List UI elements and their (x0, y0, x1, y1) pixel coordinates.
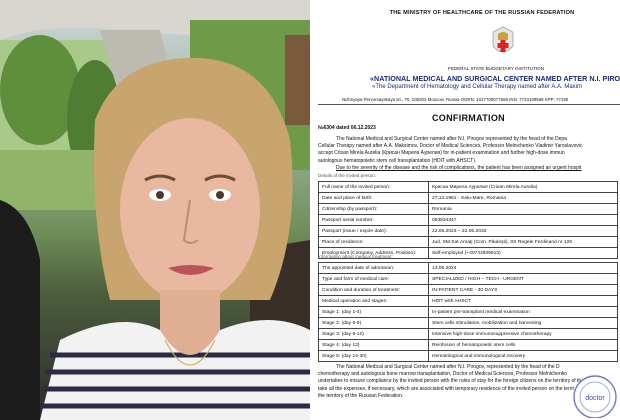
official-stamp (570, 372, 620, 418)
closing-line: The National Medical and Surgical Center named after N.I. Pirogov, represented by the head of the D (336, 364, 560, 370)
row-value: Intensive high-dose immunosuppressive chemotherapy (429, 329, 618, 340)
section-invited-person: Details of the invited person: (318, 173, 376, 178)
row-label: Condition and duration of treatment: (319, 285, 429, 296)
table-row (319, 226, 618, 237)
row-label: Stage 4: (day 13) (319, 340, 429, 351)
header-divider (318, 104, 620, 105)
row-label: Date and place of birth: (319, 193, 429, 204)
table-row (319, 204, 618, 215)
table-row (319, 263, 618, 274)
row-value: 27.12.1981 - Satu-Mare, Romania (429, 193, 618, 204)
ministry-heading: THE MINISTRY OF HEALTHCARE OF THE RUSSIAN FEDERATION (389, 10, 575, 16)
center-name: «NATIONAL MEDICAL AND SURGICAL CENTER NAMED AFTER N.I. PIRO (370, 74, 620, 83)
row-label: Stage 5: (day 14-30) (319, 351, 429, 362)
closing-line: undertakes to ensure compliance by the invited person with the rules of stay for the foreign citizens on the territory of th (318, 378, 582, 385)
intro-line: autologous hematopoietic stem cell transplantation (HDIT with AHSCT). (318, 157, 477, 164)
table-row (319, 340, 618, 351)
closing-line: chemotherapy and autologous bone marrow transplantation, Doctor of Medical Sciences, Professor Melnichenko (318, 371, 568, 378)
table-row (319, 193, 618, 204)
row-label: Type and form of medical care: (319, 274, 429, 285)
row-label: Passport (issue / expire date): (319, 226, 429, 237)
row-label: Stage 1: (day 1-4) (319, 307, 429, 318)
row-label: The appointed date of admission: (319, 263, 429, 274)
row-label: Passport serial number: (319, 215, 429, 226)
closing-line: take all the expenses, if necessary, which are associated with temporary residence of the invited person on the territ (318, 385, 574, 392)
row-value: Self-employed (+40743939913) (429, 248, 618, 259)
document-number: №6304 dated 06.12.2023 (318, 125, 376, 131)
table-row (319, 215, 618, 226)
row-value: 13.05.2024 (429, 263, 618, 274)
section-medical-treatment: Information about medical treatment: (318, 254, 393, 259)
intro-paragraph (318, 136, 618, 172)
row-value: Romania (429, 204, 618, 215)
intro-line: The National Medical and Surgical Center named after N.I. Pirogov represented by the head of the Depa (336, 136, 567, 142)
row-value: 063934347 (429, 215, 618, 226)
row-value: Stem cells stimulation, mobilization and harvesting (429, 318, 618, 329)
row-value: 22.05.2023 – 22.05.2033 (429, 226, 618, 237)
row-value: SPECIALIZED / HIGH – TECH - URGENT (429, 274, 618, 285)
row-label: Medical operation and stages: (319, 296, 429, 307)
center-address: Nizhnyaya Pervomayskaya str., 70, 105203 Moscow, Russia OGRN: 1027700077668 INN: 7733108569 KPP: 77190 (342, 97, 569, 102)
row-value: IN-PATIENT CARE - 30 DAYS (429, 285, 618, 296)
table-row (319, 307, 618, 318)
row-label: Stage 3: (day 9-12) (319, 329, 429, 340)
table-row (319, 296, 618, 307)
confirmation-document (312, 0, 620, 420)
table-row (319, 237, 618, 248)
table-row (319, 351, 618, 362)
institution-type: FEDERAL STATE BUDGETARY INSTITUTION (448, 66, 544, 71)
row-value: Jud. SM.Sat.Amaţi (Com. Păuleşti), Str Regele Ferdinand nr 129 (429, 237, 618, 248)
row-label: Stage 2: (day 5-9) (319, 318, 429, 329)
center-subtitle: «The Department of Hematology and Cellular Therapy named after A.A. Maxim (372, 84, 582, 90)
row-label: Citizenship (by passport): (319, 204, 429, 215)
row-label: Place of residence: (319, 237, 429, 248)
table-row (319, 329, 618, 340)
intro-line: Cellular Therapy named after A.A. Maksimov, Doctor of Medical Sciences, Professor Melnichenko Vladimir Yaroslavovic (318, 143, 583, 150)
row-value: HDIT with AHSCT (429, 296, 618, 307)
row-label: Full name of the invited person: (319, 182, 429, 193)
intro-line: Due to the severity of the disease and the risk of complications, the patient has been assigned an urgent hospit (336, 164, 582, 171)
intro-line: accept Crisan Mirela Aurelia (Крисан Мирела Аурелия) for in-patient examination and further high-dose immun (318, 150, 565, 157)
table-row (319, 182, 618, 193)
row-value: Крисан Мирела Аурелия (Crisan Mirela Aurelia) (429, 182, 618, 193)
medical-treatment-table (318, 262, 618, 362)
row-value: Reinfusion of hematopoietic stem cells (429, 340, 618, 351)
table-row (319, 274, 618, 285)
table-row (319, 318, 618, 329)
closing-line: the territory of the Russian Federation. (318, 392, 404, 399)
ministry-emblem-icon (490, 24, 516, 60)
stamp-text: doctor (585, 395, 605, 402)
row-value: In-patient pre-transplant medical examination (429, 307, 618, 318)
document-title: CONFIRMATION (432, 113, 505, 123)
row-value: Hematological and immunological recovery (429, 351, 618, 362)
invited-person-table (318, 181, 618, 259)
table-row (319, 285, 618, 296)
row-label: Employment (Company, Address, Position): (319, 248, 429, 259)
